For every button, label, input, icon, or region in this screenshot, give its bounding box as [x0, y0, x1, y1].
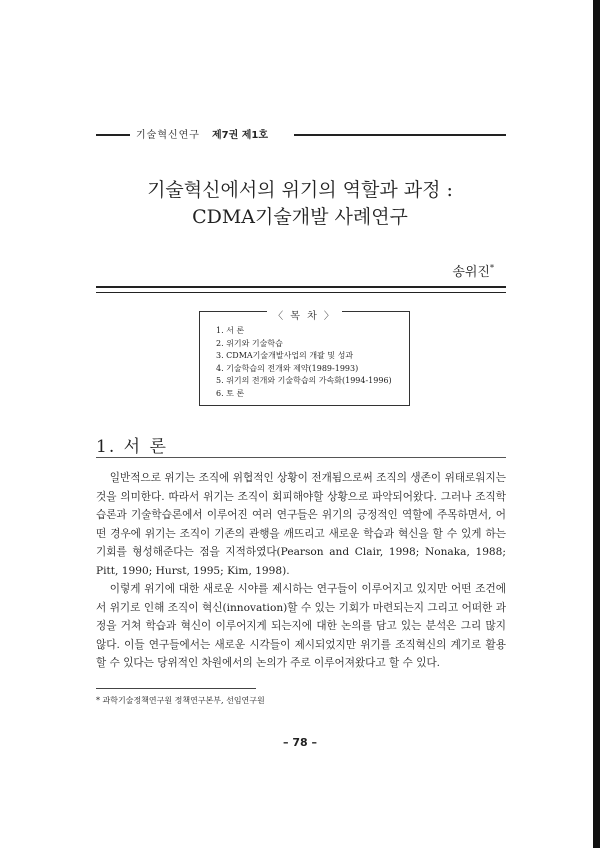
scan-edge — [593, 0, 600, 848]
toc-item: 6. 토 론 — [216, 388, 245, 398]
header-rule-left — [96, 134, 130, 136]
title-line-2: CDMA기술개발 사례연구 — [192, 206, 408, 228]
volume-issue: 제7권 제1호 — [211, 130, 269, 141]
toc-item: 1. 서 론 — [216, 326, 245, 335]
section-heading: 1. 서 론 — [96, 437, 168, 457]
toc-item: 3. CDMA기술개발사업의 개괄 및 성과 — [216, 351, 354, 360]
header-text — [136, 126, 268, 141]
author-name: 송위진 — [452, 265, 490, 280]
toc-list — [216, 325, 392, 400]
footnote: * 과학기술정책연구원 정책연구본부, 선임연구원 — [96, 696, 265, 705]
toc-item: 2. 위기와 기술학습 — [216, 338, 283, 348]
journal-name: 기술혁신연구 — [136, 130, 200, 141]
toc-item: 5. 위기의 전개와 기술학습의 가속화(1994-1996) — [216, 376, 392, 385]
body-text — [96, 469, 506, 673]
title-divider — [96, 286, 506, 293]
toc-heading: 〈 목 차 〉 — [200, 304, 409, 323]
author — [452, 261, 494, 280]
header-rule-right — [294, 134, 506, 136]
paragraph: 이렇게 위기에 대한 새로운 시야를 제시하는 연구들이 이루어지고 있지만 어떤 조건에서 위기로 인해 조직이 혁신(innovation)할 수 있는 기회가 마련되는지 그리고 어떠한 과정을 거쳐 학습과 혁신이 이루어지게 되는지에 대한 논의를 담고 있는 분석은 그리 많지 않다. 이들 연구들에서는 새로운 시각들이 제시되었지만 위기를 조직혁신의 계기로 활용할 수 있다는 당위적인 차원에서의 논의가 주로 이루어져왔다고 할 수 있다. — [96, 583, 506, 669]
paper-title — [0, 177, 600, 231]
paragraph: 일반적으로 위기는 조직에 위협적인 상황이 전개됨으로써 조직의 생존이 위태로워지는 것을 의미한다. 따라서 위기는 조직이 회피해야할 상황으로 파악되어왔다. 그러나 조직학습론과 기술학습론에서 이루어진 여러 연구들은 위기의 긍정적인 역할에 주목하면서, 어떤 경우에 위기는 조직이 기존의 관행을 깨뜨리고 새로운 학습과 혁신을 할 수 있게 하는 기회를 형성해준다는 점을 지적하였다(Pearson and Clair, 1998; Nonaka, 1988; Pitt, 1990; Hurst, 1995; Kim, 1998). — [96, 472, 506, 577]
page-number: – 78 – — [283, 736, 317, 749]
table-of-contents — [199, 311, 410, 406]
title-line-1: 기술혁신에서의 위기의 역할과 과정 : — [147, 179, 453, 201]
running-header — [96, 126, 506, 142]
toc-item: 4. 기술학습의 전개와 제약(1989-1993) — [216, 363, 359, 373]
author-footnote-mark: * — [490, 263, 494, 273]
section-rule — [96, 457, 506, 458]
footnote-rule — [96, 688, 256, 689]
